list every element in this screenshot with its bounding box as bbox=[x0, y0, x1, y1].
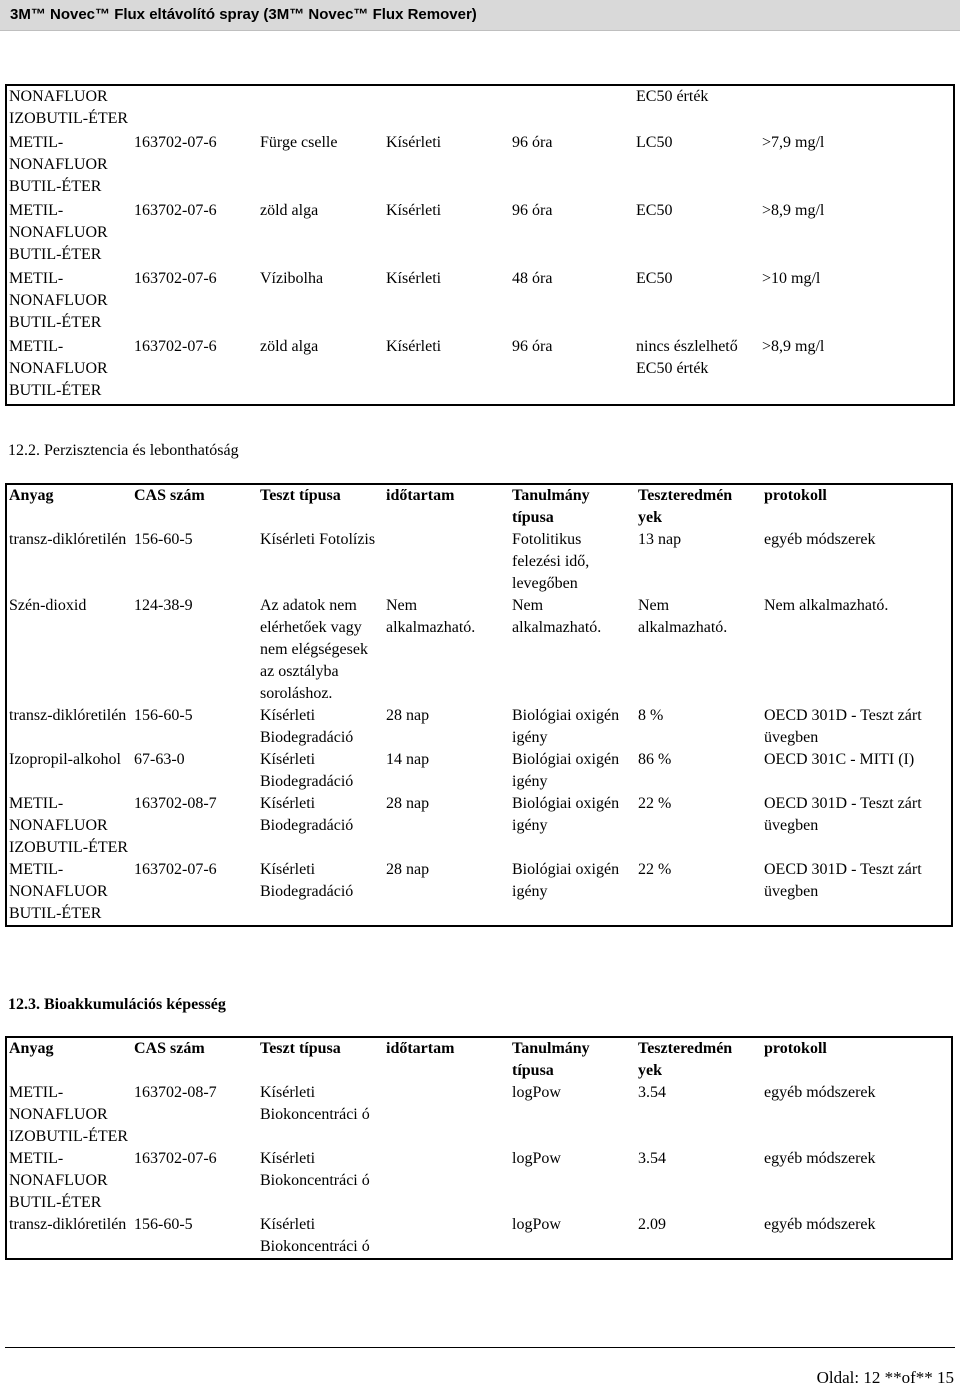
table-cell: Nem alkalmazható. bbox=[386, 597, 476, 636]
document-title: 3M™ Novec™ Flux eltávolító spray (3M™ Novec™ Flux Remover) bbox=[10, 6, 477, 23]
duration-cell: 48 óra bbox=[512, 270, 553, 287]
page-number: Oldal: 12 **of** 15 bbox=[816, 1368, 954, 1387]
document-header bbox=[0, 0, 960, 31]
cas-cell: 163702-07-6 bbox=[134, 134, 217, 151]
value-cell: >8,9 mg/l bbox=[762, 338, 825, 355]
table-cell: logPow bbox=[512, 1084, 561, 1101]
table-cell: 22 % bbox=[638, 795, 672, 812]
column-header: protokoll bbox=[764, 1040, 827, 1057]
table-row bbox=[6, 595, 952, 705]
table-cell bbox=[384, 1082, 510, 1148]
table-row bbox=[6, 793, 952, 859]
table-cell: Kísérleti Biodegradáció bbox=[260, 707, 354, 746]
table-header-row bbox=[6, 484, 952, 529]
table-cell: Az adatok nem elérhetőek vagy nem elégségesek az osztályba soroláshoz. bbox=[260, 597, 368, 702]
table-cell: 28 nap bbox=[386, 861, 430, 878]
cas-cell: 163702-07-6 bbox=[134, 202, 217, 219]
table-cell: Nem alkalmazható. bbox=[638, 597, 728, 636]
table-row bbox=[6, 749, 952, 793]
table-cell: 124-38-9 bbox=[134, 597, 193, 614]
table-cell: 14 nap bbox=[386, 751, 430, 768]
substance-cell: METIL-NONAFLUOR BUTIL-ÉTER bbox=[9, 338, 108, 399]
column-header: Anyag bbox=[9, 487, 54, 504]
column-header: Teszt típusa bbox=[260, 487, 341, 504]
substance-cell: METIL-NONAFLUOR BUTIL-ÉTER bbox=[9, 134, 108, 195]
table-cell: 156-60-5 bbox=[134, 707, 193, 724]
table-cell: Kísérleti Biodegradáció bbox=[260, 751, 354, 790]
table-row bbox=[6, 1148, 952, 1214]
table-cell bbox=[384, 529, 510, 595]
duration-cell bbox=[510, 85, 634, 132]
column-header: protokoll bbox=[764, 487, 827, 504]
table-cell: 2.09 bbox=[638, 1216, 666, 1233]
table-cell: Kísérleti Fotolízis bbox=[260, 531, 376, 548]
column-header: időtartam bbox=[386, 487, 455, 504]
table-cell: METIL-NONAFLUOR BUTIL-ÉTER bbox=[9, 861, 108, 922]
table-header-row bbox=[6, 1037, 952, 1082]
footer-divider bbox=[5, 1347, 955, 1348]
table-cell: 3.54 bbox=[638, 1084, 666, 1101]
table-cell: Fotolitikus felezési idő, levegőben bbox=[512, 531, 590, 592]
table-cell: OECD 301D - Teszt zárt üvegben bbox=[764, 707, 922, 746]
study-type-cell: Kísérleti bbox=[386, 202, 442, 219]
table-cell: 163702-08-7 bbox=[134, 795, 217, 812]
cas-cell: 163702-07-6 bbox=[134, 270, 217, 287]
substance-cell: METIL-NONAFLUOR BUTIL-ÉTER bbox=[9, 202, 108, 263]
table-cell: 13 nap bbox=[638, 531, 682, 548]
table-row bbox=[6, 1082, 952, 1148]
duration-cell: 96 óra bbox=[512, 338, 553, 355]
value-cell: >7,9 mg/l bbox=[762, 134, 825, 151]
duration-cell: 96 óra bbox=[512, 202, 553, 219]
table-cell: Nem alkalmazható. bbox=[512, 597, 602, 636]
table-cell: 22 % bbox=[638, 861, 672, 878]
table-cell: Biológiai oxigén igény bbox=[512, 795, 620, 834]
table-cell: 156-60-5 bbox=[134, 1216, 193, 1233]
table-cell bbox=[384, 1148, 510, 1214]
table-cell: METIL-NONAFLUOR IZOBUTIL-ÉTER bbox=[9, 795, 129, 856]
cas-cell bbox=[132, 85, 258, 132]
table-cell: METIL-NONAFLUOR BUTIL-ÉTER bbox=[9, 1150, 108, 1211]
column-header: CAS szám bbox=[134, 1040, 205, 1057]
table-cell: Biológiai oxigén igény bbox=[512, 707, 620, 746]
endpoint-cell: EC50 érték bbox=[636, 88, 709, 105]
table-cell: 163702-07-6 bbox=[134, 1150, 217, 1167]
table-cell: logPow bbox=[512, 1150, 561, 1167]
column-header: Teszteredmén yek bbox=[638, 487, 733, 526]
organism-cell: Vízibolha bbox=[260, 270, 324, 287]
table-cell: transz-diklóretilén bbox=[9, 531, 127, 548]
table-cell: OECD 301D - Teszt zárt üvegben bbox=[764, 861, 922, 900]
section-12-2-title: 12.2. Perzisztencia és lebonthatóság bbox=[8, 442, 239, 459]
table-cell: 163702-07-6 bbox=[134, 861, 217, 878]
table-row bbox=[6, 132, 954, 200]
table-cell: 28 nap bbox=[386, 707, 430, 724]
table-cell: transz-diklóretilén bbox=[9, 707, 127, 724]
table-cell: 28 nap bbox=[386, 795, 430, 812]
table-cell: egyéb módszerek bbox=[764, 1150, 876, 1167]
table-cell: Szén-dioxid bbox=[9, 597, 87, 614]
organism-cell bbox=[258, 85, 384, 132]
table-cell: Nem alkalmazható. bbox=[764, 597, 889, 614]
column-header: Teszt típusa bbox=[260, 1040, 341, 1057]
table-row bbox=[6, 268, 954, 336]
table-cell: OECD 301C - MITI (I) bbox=[764, 751, 915, 768]
table-cell: egyéb módszerek bbox=[764, 1084, 876, 1101]
toxicity-table bbox=[5, 84, 955, 406]
study-type-cell bbox=[384, 85, 510, 132]
value-cell: >8,9 mg/l bbox=[762, 202, 825, 219]
endpoint-cell: EC50 bbox=[636, 270, 673, 287]
table-cell: Biológiai oxigén igény bbox=[512, 861, 620, 900]
column-header: Tanulmány típusa bbox=[512, 1040, 590, 1079]
duration-cell: 96 óra bbox=[512, 134, 553, 151]
bioaccumulation-table bbox=[5, 1036, 953, 1260]
table-row bbox=[6, 336, 954, 405]
table-cell: Kísérleti Biokoncentráci ó bbox=[260, 1216, 370, 1255]
table-cell bbox=[384, 1214, 510, 1259]
organism-cell: zöld alga bbox=[260, 202, 319, 219]
column-header: CAS szám bbox=[134, 487, 205, 504]
column-header: Teszteredmén yek bbox=[638, 1040, 733, 1079]
table-cell: Izopropil-alkohol bbox=[9, 751, 121, 768]
table-row bbox=[6, 529, 952, 595]
column-header: időtartam bbox=[386, 1040, 455, 1057]
table-cell: egyéb módszerek bbox=[764, 531, 876, 548]
organism-cell: Fürge cselle bbox=[260, 134, 338, 151]
table-row bbox=[6, 85, 954, 132]
table-row bbox=[6, 859, 952, 926]
value-cell bbox=[760, 85, 954, 132]
column-header: Tanulmány típusa bbox=[512, 487, 590, 526]
substance-cell: NONAFLUOR IZOBUTIL-ÉTER bbox=[9, 88, 129, 127]
table-cell: 156-60-5 bbox=[134, 531, 193, 548]
table-cell: Kísérleti Biodegradáció bbox=[260, 861, 354, 900]
table-cell: Biológiai oxigén igény bbox=[512, 751, 620, 790]
table-cell: logPow bbox=[512, 1216, 561, 1233]
table-row bbox=[6, 705, 952, 749]
table-cell: 163702-08-7 bbox=[134, 1084, 217, 1101]
cas-cell: 163702-07-6 bbox=[134, 338, 217, 355]
persistence-table bbox=[5, 483, 953, 927]
value-cell: >10 mg/l bbox=[762, 270, 821, 287]
section-12-3-title: 12.3. Bioakkumulációs képesség bbox=[8, 996, 226, 1013]
table-cell: 8 % bbox=[638, 707, 664, 724]
table-cell: 3.54 bbox=[638, 1150, 666, 1167]
table-cell: Kísérleti Biodegradáció bbox=[260, 795, 354, 834]
table-row bbox=[6, 1214, 952, 1259]
study-type-cell: Kísérleti bbox=[386, 338, 442, 355]
endpoint-cell: nincs észlelhető EC50 érték bbox=[636, 338, 738, 377]
table-row bbox=[6, 200, 954, 268]
study-type-cell: Kísérleti bbox=[386, 270, 442, 287]
table-cell: Kísérleti Biokoncentráci ó bbox=[260, 1150, 370, 1189]
table-cell: Kísérleti Biokoncentráci ó bbox=[260, 1084, 370, 1123]
table-cell: egyéb módszerek bbox=[764, 1216, 876, 1233]
study-type-cell: Kísérleti bbox=[386, 134, 442, 151]
endpoint-cell: EC50 bbox=[636, 202, 673, 219]
column-header: Anyag bbox=[9, 1040, 54, 1057]
organism-cell: zöld alga bbox=[260, 338, 319, 355]
table-cell: transz-diklóretilén bbox=[9, 1216, 127, 1233]
endpoint-cell: LC50 bbox=[636, 134, 673, 151]
table-cell: METIL-NONAFLUOR IZOBUTIL-ÉTER bbox=[9, 1084, 129, 1145]
table-cell: 67-63-0 bbox=[134, 751, 185, 768]
table-cell: 86 % bbox=[638, 751, 672, 768]
substance-cell: METIL-NONAFLUOR BUTIL-ÉTER bbox=[9, 270, 108, 331]
table-cell: OECD 301D - Teszt zárt üvegben bbox=[764, 795, 922, 834]
